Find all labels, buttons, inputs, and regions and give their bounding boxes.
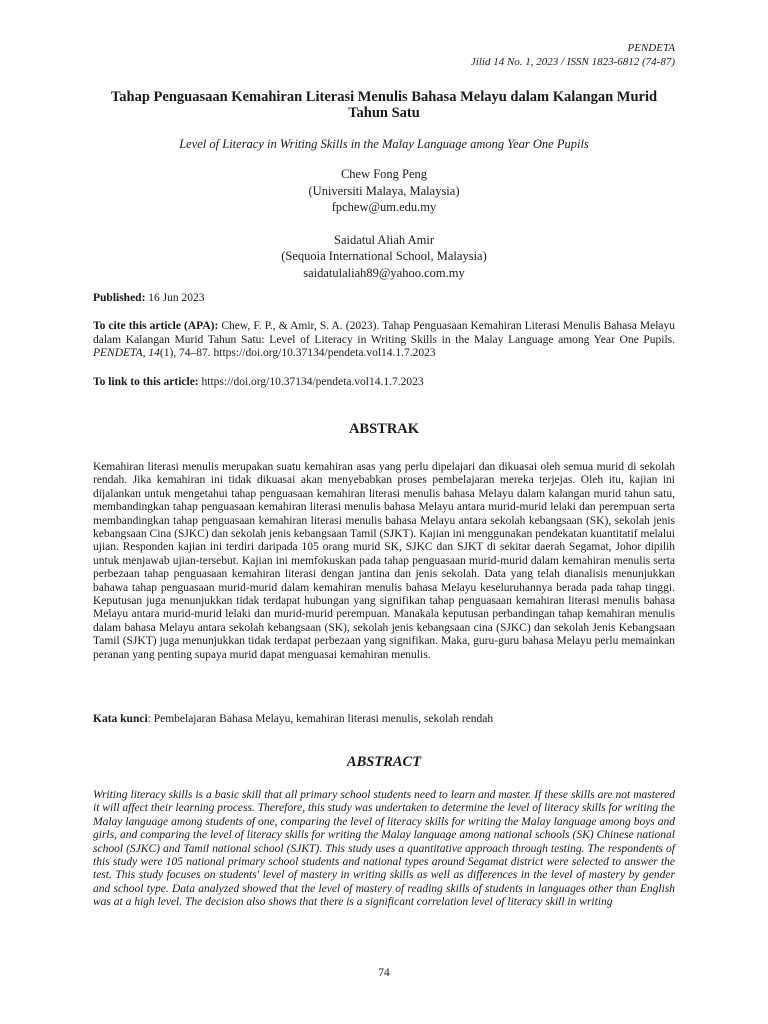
author-name: Saidatul Aliah Amir [334,232,434,247]
author-email[interactable]: fpchew@um.edu.my [331,200,437,214]
paper-title: Tahap Penguasaan Kemahiran Literasi Menulis Bahasa Melayu dalam Kalangan Murid Tahun Satu [110,89,658,121]
published-line [93,292,675,306]
author-name: Chew Fong Peng [340,167,428,181]
author-affiliation: (Sequoia International School, Malaysia) [281,249,487,263]
article-link [93,376,675,390]
link-label: To link to this article: [93,376,199,388]
journal-header [471,41,675,69]
author-affiliation: (Universiti Malaya, Malaysia) [308,183,460,198]
author-1 [93,166,675,216]
journal-name: PENDETA [627,42,675,54]
published-date: 16 Jun 2023 [148,292,205,304]
page-number: 74 [378,967,390,979]
abstrak-body: Kemahiran literasi menulis merupakan suatu kemahiran asas yang perlu dipelajari dan dikuasai oleh semua murid di sekolah rendah. Jika kemahiran ini tidak dikuasai akan menyebabkan proses pembelajaran mereka terjejas. Oleh itu, kajian ini dijalankan untuk mengetahui tahap penguasaan kemahiran literasi menulis bahasa Melayu dalam kalangan murid tahun satu, membandingkan tahap penguasaan kemahiran literasi menulis bahasa Melayu antara murid-murid lelaki dan perempuan serta membandingkan tahap penguasaan kemahiran literasi menulis bahasa Melayu antara sekolah kebangsaan (SK), sekolah jenis kebangsaan Cina (SJKC) dan sekolah jenis kebangsaan Tamil (SJKT). Kajian ini menggunakan pendekatan kuantitatif melalui ujian. Responden kajian ini terdiri daripada 105 orang murid SK, SJKC dan SJKT di sekitar daerah Segamat, Johor dipilih untuk menjawab ujian-tersebut. Kajian ini memfokuskan pada tahap penguasaan murid-murid dalam kemahiran menulis serta perbezaan tahap penguasaan kemahiran literasi dengan jantina dan jenis sekolah. Data yang telah dianalisis menunjukkan bahawa tahap penguasaan murid-murid dalam kemahiran menulis bahasa Melayu keseluruhannya berada pada tahap tinggi. Keputusan juga menunjukkan tidak terdapat hubungan yang signifikan tahap penguasaan kemahiran literasi menulis bahasa Melayu antara murid-murid lelaki dan murid-murid perempuan. Manakala keputusan perbandingan tahap kemahiran menulis dalam bahasa Melayu antara sekolah kebangsaan (SK), sekolah jenis kebangsaan cina (SJKC) dan sekolah Jenis Kebangsaan Tamil (SJKT) juga menunjukkan tidak terdapat perbezaan yang signifikan. Maka, guru-guru bahasa Melayu perlu memainkan peranan yang penting supaya murid dapat menguasai kemahiran menulis. [93,461,675,661]
abstrak-heading: ABSTRAK [348,421,420,437]
author-email[interactable]: saidatulaliah89@yahoo.com.my [303,265,465,280]
abstract-body: Writing literacy skills is a basic skill that all primary school students need to learn and master. If these skills are not mastered it will affect their learning process. Therefore, this study was undertaken to determine the level of literacy skills for writing the Malay language among students of one, comparing the level of literacy skills for writing the Malay language among boys and girls, and comparing the level of literacy skills for writing the Malay language among national schools (SK) Chinese national school (SJKC) and Tamil national school (SJKT). This study uses a quantitative approach through testing. The respondents of this study were 105 national primary school students and national types around Segamat district were selected to answer the test. This study focuses on students' level of mastery in writing skills as well as differences in the level of mastery by gender and school type. Data analyzed showed that the level of mastery of reading skills of students in languages other than English was at a high level. The decision also shows that there is a significant correlation level of literacy skill in writing [93,789,675,909]
author-2 [93,232,675,282]
keywords-text: : Pembelajaran Bahasa Melayu, kemahiran literasi menulis, sekolah rendah [147,713,494,725]
cite-label: To cite this article (APA): [93,320,219,332]
author-block [93,166,675,297]
doi-link[interactable]: https://doi.org/10.37134/pendeta.vol14.1.7.2023 [201,376,424,388]
journal-volume: Jilid 14 No. 1, 2023 / ISSN 1823-6812 (74-87) [470,56,675,68]
cite-journal: PENDETA, 14 [93,347,160,359]
cite-tail[interactable]: (1), 74–87. https://doi.org/10.37134/pendeta.vol14.1.7.2023 [159,347,436,359]
abstract-heading: ABSTRACT [346,754,422,770]
citation [93,320,675,361]
cite-text: Chew, F. P., & Amir, S. A. (2023). Tahap Penguasaan Kemahiran Literasi Menulis Bahasa Melayu dalam Kalangan Murid Tahun Satu: Level of Literacy in Writing Skills in the Malay Language among Year One Pupils. [93,320,675,346]
keywords-label: Kata kunci [93,713,148,725]
published-label: Published: [93,292,146,304]
keywords-line [93,713,675,727]
paper-subtitle: Level of Literacy in Writing Skills in the Malay Language among Year One Pupils [179,137,589,151]
